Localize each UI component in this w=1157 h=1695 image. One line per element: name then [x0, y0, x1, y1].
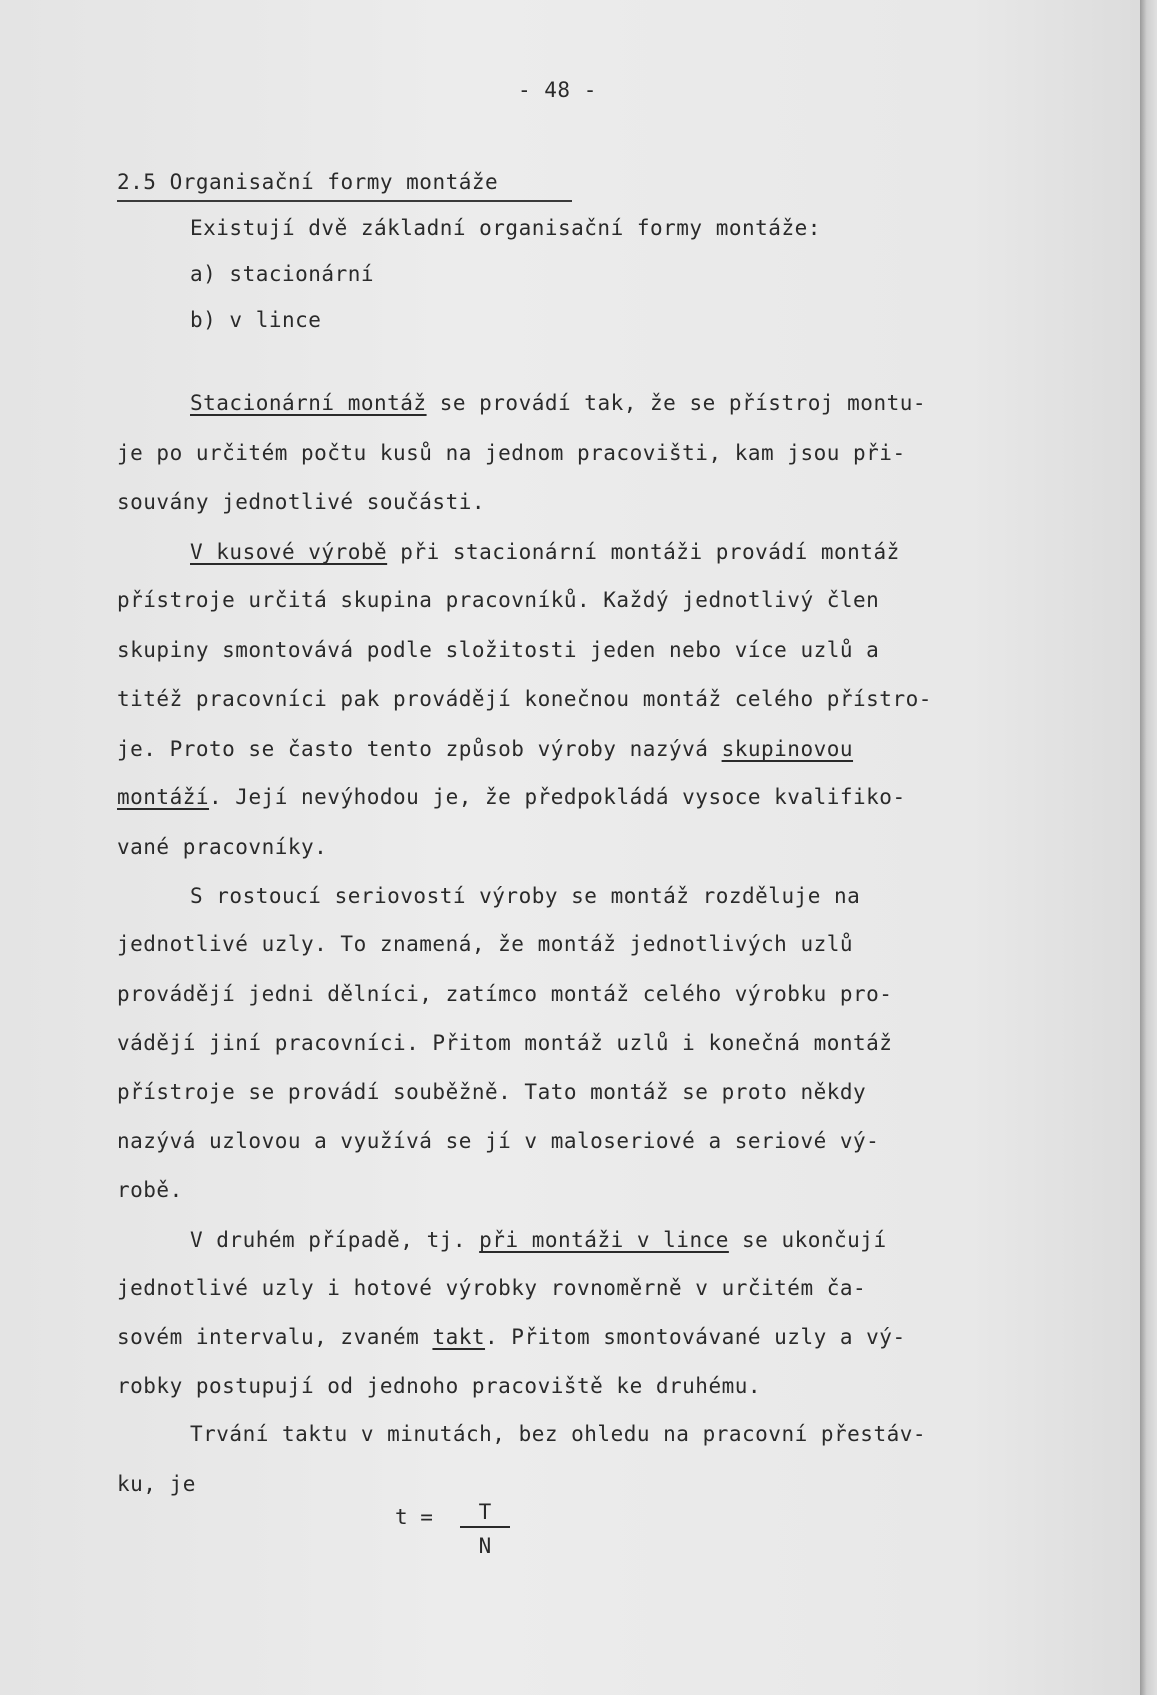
para2-line6 — [117, 785, 906, 809]
option-a: a) stacionární — [190, 262, 375, 286]
page-edge-shadow — [1140, 0, 1157, 1695]
para3-line6: nazývá uzlovou a využívá se jí v maloseriové a seriové vý- — [117, 1129, 880, 1153]
term-piece-production: V kusové výrobě — [190, 540, 388, 564]
para4-line1-rest: se ukončují — [728, 1228, 887, 1252]
para4-line2: jednotlivé uzly i hotové výrobky rovnoměrně v určitém ča- — [117, 1276, 867, 1300]
para1-line3: souvány jednotlivé součásti. — [117, 490, 486, 514]
section-title: Organisační formy montáže — [169, 170, 499, 194]
para4-line3 — [117, 1325, 906, 1349]
para4-line1 — [190, 1228, 887, 1252]
para3-line7: robě. — [117, 1178, 183, 1202]
term-group-assembly-b: montáží — [117, 785, 210, 809]
para1-line1-text: se provádí tak, že se přístroj montu- — [426, 391, 927, 415]
formula-fraction — [460, 1500, 510, 1558]
section-heading — [117, 170, 498, 194]
para4-line4: robky postupují od jednoho pracoviště ke druhému. — [117, 1374, 762, 1398]
para2-line5 — [117, 737, 853, 761]
para3-line3: provádějí jedni dělníci, zatímco montáž celého výrobku pro- — [117, 982, 893, 1006]
term-line-assembly: při montáži v lince — [479, 1228, 729, 1252]
term-takt: takt — [432, 1325, 486, 1349]
para5-line2: ku, je — [117, 1472, 196, 1496]
para4-line3-text: sovém intervalu, zvaném — [117, 1325, 433, 1349]
intro-line: Existují dvě základní organisační formy montáže: — [190, 216, 821, 240]
para5-line1: Trvání taktu v minutách, bez ohledu na pracovní přestáv- — [190, 1422, 927, 1446]
para4-line1-text: V druhém případě, tj. — [190, 1228, 480, 1252]
para3-line1: S rostoucí seriovostí výroby se montáž rozděluje na — [190, 884, 861, 908]
formula-lhs: t = — [395, 1505, 433, 1529]
para3-line2: jednotlivé uzly. To znamená, že montáž jednotlivých uzlů — [117, 932, 854, 956]
para2-line2: přístroje určitá skupina pracovníků. Každý jednotlivý člen — [117, 588, 880, 612]
para2-line6-text: . Její nevýhodou je, že předpokládá vysoce kvalifiko- — [209, 785, 906, 809]
term-group-assembly-a: skupinovou — [721, 737, 854, 761]
para1-line2: je po určitém počtu kusů na jednom pracovišti, kam jsou při- — [117, 441, 906, 465]
para2-line7: vané pracovníky. — [117, 835, 328, 859]
formula-denominator: N — [478, 1534, 492, 1558]
term-stationary-assembly: Stacionární montáž — [190, 391, 427, 415]
para3-line4: vádějí jiní pracovníci. Přitom montáž uzlů i konečná montáž — [117, 1031, 893, 1055]
para3-line5: přístroje se provádí souběžně. Tato montáž se proto někdy — [117, 1080, 867, 1104]
para4-line3-rest: . Přitom smontovávané uzly a vý- — [485, 1325, 906, 1349]
option-b: b) v lince — [190, 308, 322, 332]
para2-line1 — [190, 540, 900, 564]
formula-numerator: T — [460, 1500, 510, 1528]
page-number: - 48 - — [518, 78, 597, 102]
section-number: 2.5 — [117, 170, 157, 194]
para1-line1 — [190, 391, 926, 415]
para2-line3: skupiny smontovává podle složitosti jeden nebo více uzlů a — [117, 638, 880, 662]
para2-line5-text: je. Proto se často tento způsob výroby nazývá — [117, 737, 722, 761]
para2-line4: titéž pracovníci pak provádějí konečnou montáž celého přístro- — [117, 687, 932, 711]
para2-line1-text: při stacionární montáži provádí montáž — [387, 540, 900, 564]
heading-underline — [117, 200, 572, 202]
